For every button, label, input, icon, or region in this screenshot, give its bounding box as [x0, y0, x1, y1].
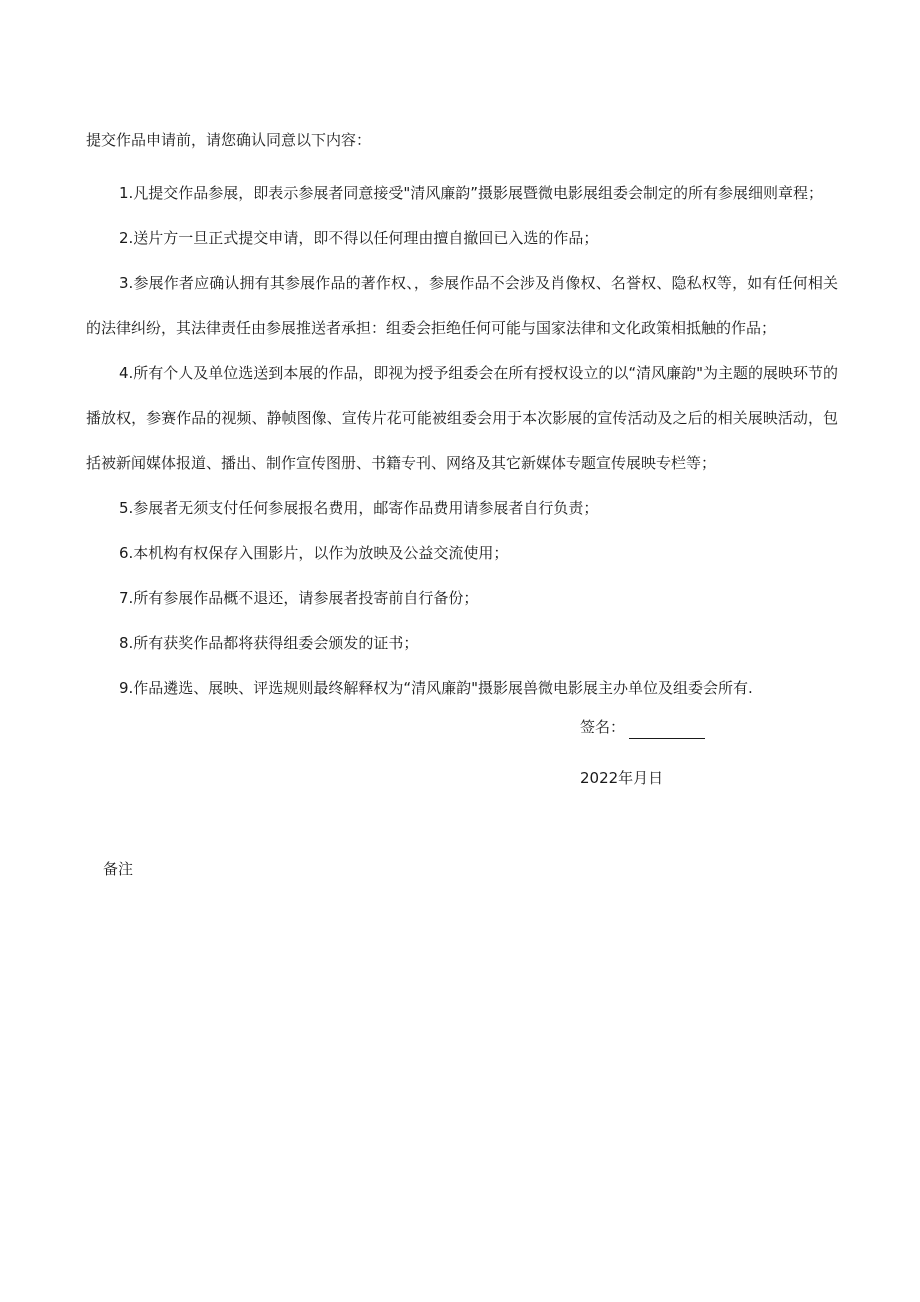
signature-line [629, 720, 705, 739]
clause-list [86, 171, 838, 711]
clause-item: 8.所有获奖作品都将获得组委会颁发的证书； [119, 634, 419, 652]
clause-item: 6.本机构有权保存入围影片，以作为放映及公益交流使用； [119, 544, 509, 562]
clause-item: 2.送片方一旦正式提交申请，即不得以任何理由擅自撤回已入选的作品； [119, 229, 599, 247]
signature-label: 签名： [580, 718, 626, 736]
signature-row [580, 715, 705, 739]
intro-text: 提交作品申请前，请您确认同意以下内容： [86, 131, 372, 149]
clause-item: 3.参展作者应确认拥有其参展作品的著作权、，参展作品不会涉及肖像权、名誉权、隐私权等，如有任何相关的法律纠纷，其法律责任由参展推送者承担：组委会拒绝任何可能与国家法律和文化政策相抵触的作品； [86, 274, 838, 337]
clause-item: 7.所有参展作品概不退还，请参展者投寄前自行备份； [119, 589, 479, 607]
date-text: 2022年月日 [580, 769, 664, 787]
clause-item: 1.凡提交作品参展，即表示参展者同意接受"清风廉韵”摄影展暨微电影展组委会制定的所有参展细则章程； [119, 184, 823, 202]
clause-item: 9.作品遴选、展映、评选规则最终解释权为“清风廉韵"摄影展兽微电影展主办单位及组委会所有. [119, 679, 753, 697]
clause-item: 5.参展者无须支付任何参展报名费用，邮寄作品费用请参展者自行负责； [119, 499, 599, 517]
clause-item: 4.所有个人及单位选送到本展的作品，即视为授予组委会在所有授权设立的以“清风廉韵"为主题的展映环节的播放权，参赛作品的视频、静帧图像、宣传片花可能被组委会用于本次影展的宣传活动及之后的相关展映活动，包括被新闻媒体报道、播出、制作宣传图册、书籍专刊、网络及其它新媒体专题宣传展映专栏等； [86, 364, 838, 472]
remark-label: 备注 [103, 860, 134, 878]
